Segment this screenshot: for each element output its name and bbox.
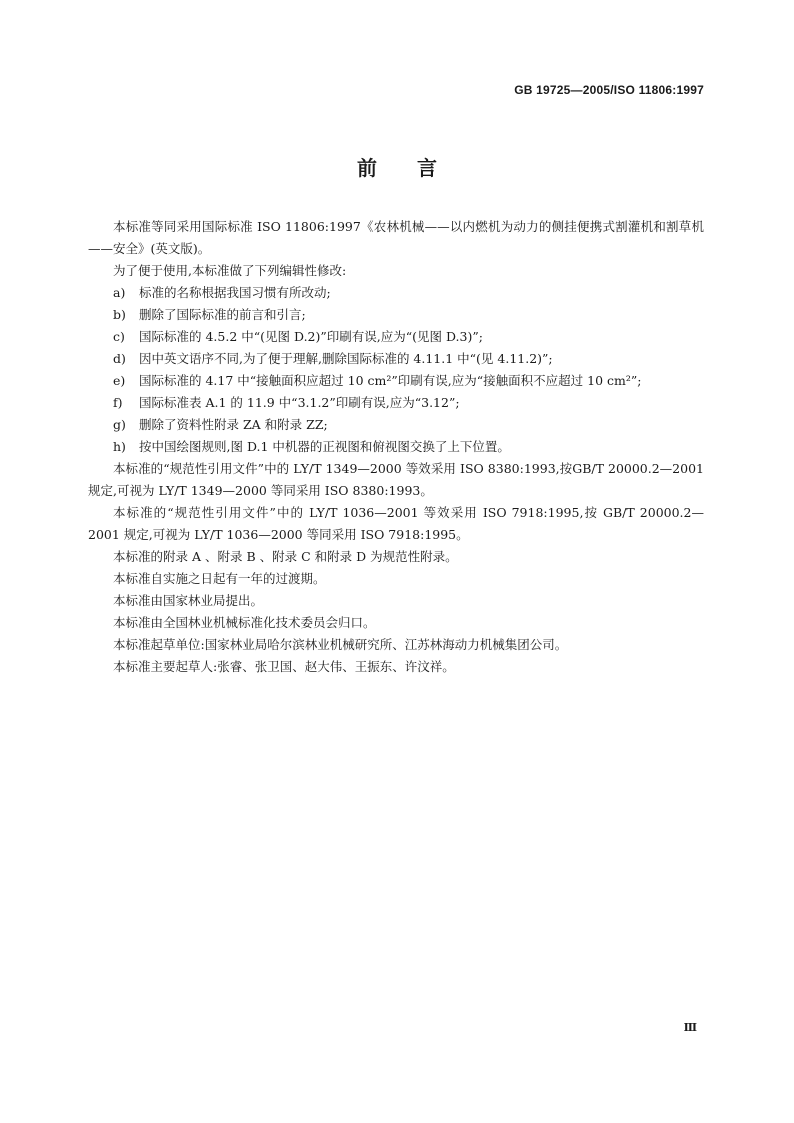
list-item (88, 392, 704, 414)
list-marker: g) (113, 417, 126, 432)
list-item-text: 按中国绘图规则,图 D.1 中机器的正视图和俯视图交换了上下位置。 (139, 439, 510, 454)
list-item (88, 436, 704, 458)
list-item (88, 304, 704, 326)
list-item-text: 因中英文语序不同,为了便于理解,删除国际标准的 4.11.1 中“(见 4.11.2)”; (139, 351, 553, 366)
list-item-text: 删除了国际标准的前言和引言; (139, 307, 306, 322)
list-item-text: 删除了资料性附录 ZA 和附录 ZZ; (139, 417, 328, 432)
body-paragraph: 本标准的“规范性引用文件”中的 LY/T 1349—2000 等效采用 ISO 8380:1993,按GB/T 20000.2—2001 规定,可视为 LY/T 1349—2000 等同采用 ISO 8380:1993。 (88, 461, 704, 498)
body-paragraph: 本标准起草单位:国家林业局哈尔滨林业机械研究所、江苏林海动力机械集团公司。 (113, 637, 568, 652)
list-item-text: 国际标准的 4.17 中“接触面积应超过 10 cm²”印刷有误,应为“接触面积不应超过 10 cm²”; (139, 373, 642, 388)
list-marker: c) (113, 329, 125, 344)
list-item-text: 国际标准表 A.1 的 11.9 中“3.1.2”印刷有误,应为“3.12”; (139, 395, 460, 410)
list-marker: b) (113, 307, 126, 322)
list-item (88, 414, 704, 436)
body-paragraph: 本标准的附录 A 、附录 B 、附录 C 和附录 D 为规范性附录。 (113, 549, 458, 564)
intro-paragraph: 本标准等同采用国际标准 ISO 11806:1997《农林机械——以内燃机为动力的侧挂便携式割灌机和割草机——安全》(英文版)。 (88, 219, 704, 256)
body-paragraph: 本标准由全国林业机械标准化技术委员会归口。 (113, 615, 376, 630)
list-marker: h) (113, 439, 126, 454)
document-body (88, 216, 704, 678)
list-item (88, 370, 704, 392)
intro-paragraph: 为了便于使用,本标准做了下列编辑性修改: (113, 263, 347, 278)
body-paragraph: 本标准主要起草人:张睿、张卫国、赵大伟、王振东、许汶祥。 (113, 659, 455, 674)
list-item (88, 326, 704, 348)
list-item-text: 国际标准的 4.5.2 中“(见图 D.2)”印刷有误,应为“(见图 D.3)”; (139, 329, 483, 344)
page-number: Ⅲ (683, 1021, 696, 1034)
body-paragraph: 本标准由国家林业局提出。 (113, 593, 264, 608)
document-id-header: GB 19725—2005/ISO 11806:1997 (514, 83, 704, 97)
list-marker: f) (113, 395, 123, 410)
list-item-text: 标准的名称根据我国习惯有所改动; (139, 285, 331, 300)
list-item (88, 282, 704, 304)
list-marker: a) (113, 285, 126, 300)
body-paragraph: 本标准的“规范性引用文件”中的 LY/T 1036—2001 等效采用 ISO 7918:1995,按 GB/T 20000.2—2001 规定,可视为 LY/T 1036—2000 等同采用 ISO 7918:1995。 (88, 505, 704, 542)
page-title: 前言 (357, 156, 477, 180)
list-marker: e) (113, 373, 126, 388)
list-marker: d) (113, 351, 126, 366)
list-item (88, 348, 704, 370)
body-paragraph: 本标准自实施之日起有一年的过渡期。 (113, 571, 326, 586)
